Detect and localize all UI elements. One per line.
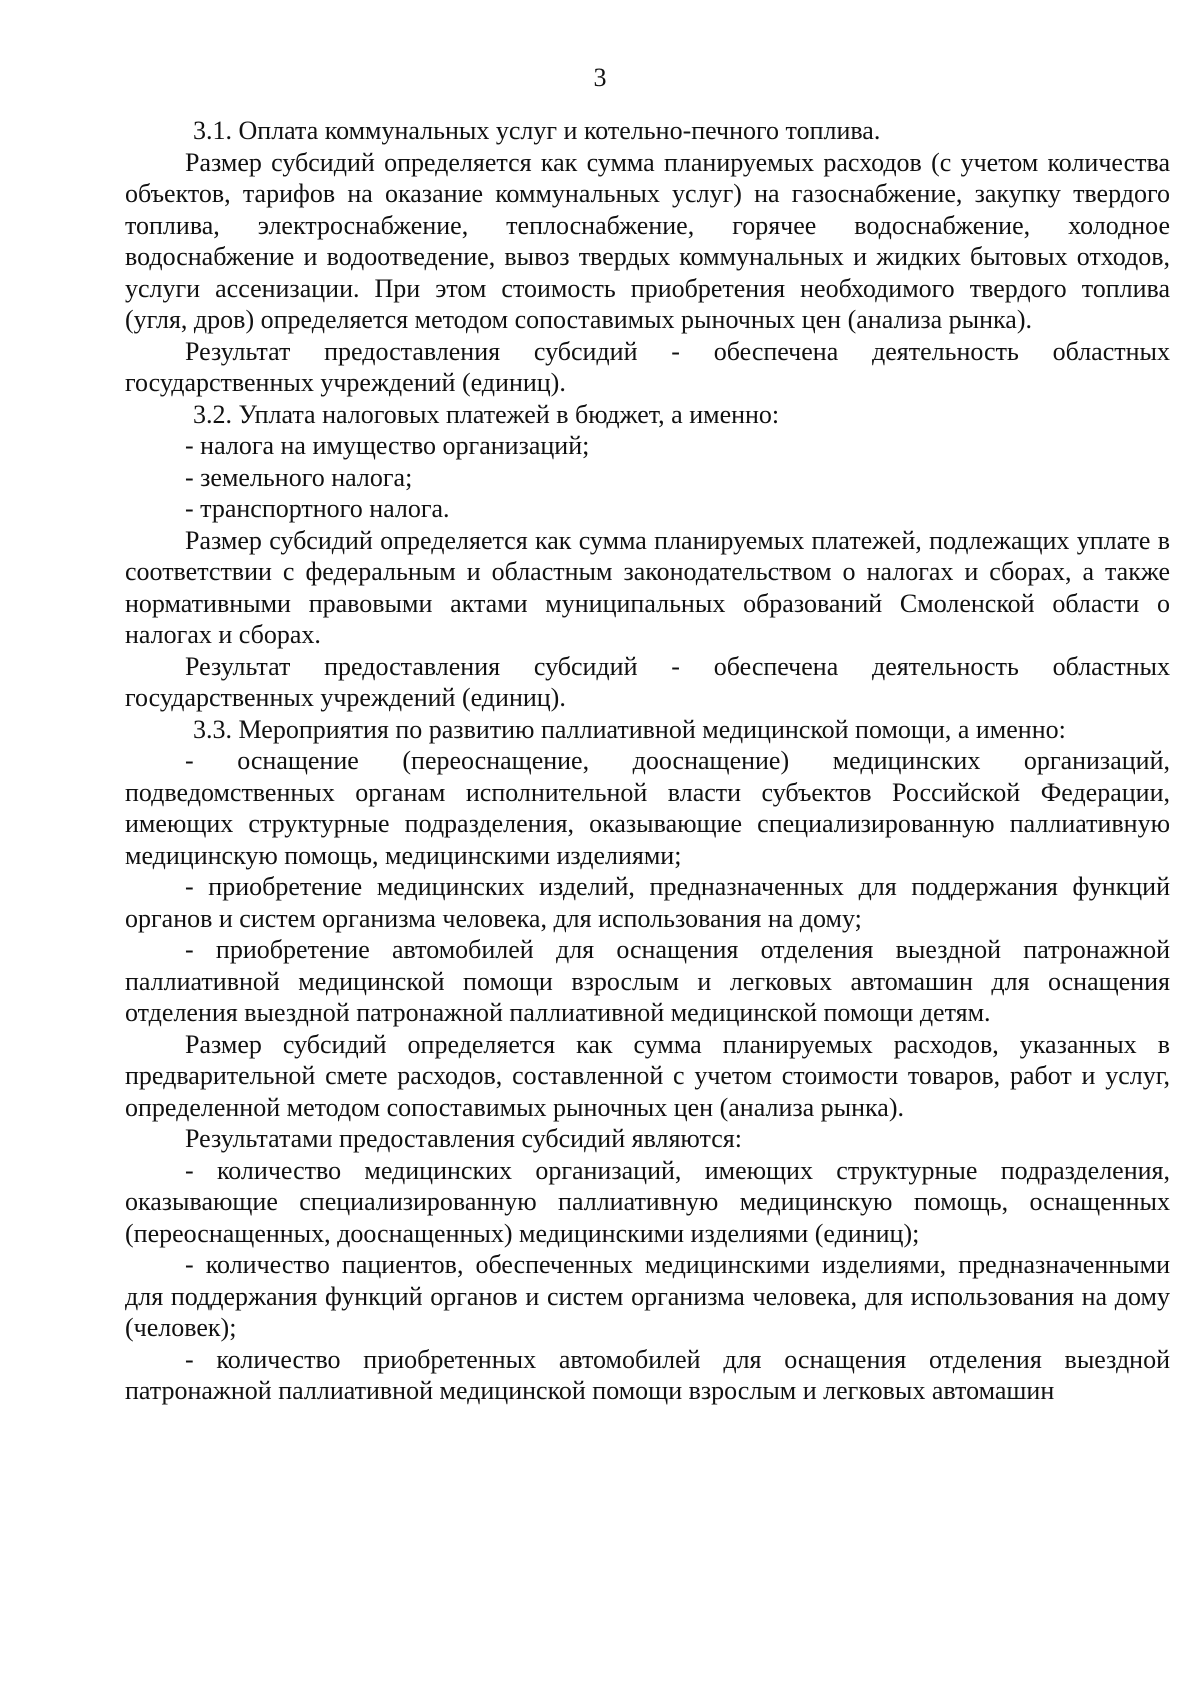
list-item: - земельного налога;: [185, 462, 413, 492]
paragraph: Размер субсидий определяется как сумма планируемых расходов, указанных в предварительной смете расходов, составленной с учетом стоимости товаров, работ и услуг, определенной методом сопоставимых рыночных цен (анализа рынка).: [125, 1029, 1170, 1122]
list-item: - количество медицинских организаций, имеющих структурные подразделения, оказывающие специализированную паллиативную медицинскую помощь, оснащенных (переоснащенных, дооснащенных) медицинскими изделиями (единиц);: [125, 1155, 1170, 1248]
page-number: 3: [593, 63, 607, 92]
list-item: - налога на имущество организаций;: [185, 431, 590, 460]
paragraph: Результат предоставления субсидий - обеспечена деятельность областных государственных учреждений (единиц).: [125, 336, 1170, 397]
list-item: - транспортного налога.: [185, 494, 450, 523]
list-item: - количество пациентов, обеспеченных медицинскими изделиями, предназначенными для поддержания функций органов и систем организма человека, для использования на дому (человек);: [125, 1250, 1170, 1342]
section-heading-3-3: 3.3. Мероприятия по развитию паллиативной медицинской помощи, а именно:: [193, 714, 1066, 744]
list-item: - количество приобретенных автомобилей для оснащения отделения выездной патронажной паллиативной медицинской помощи взрослым и легковых автомашин: [125, 1344, 1170, 1405]
paragraph: Результатами предоставления субсидий являются:: [185, 1124, 742, 1153]
list-item: - приобретение автомобилей для оснащения отделения выездной патронажной паллиативной медицинской помощи взрослым и легковых автомашин для оснащения отделения выездной патронажной паллиативной медицинской помощи детям.: [125, 935, 1170, 1027]
paragraph: Размер субсидий определяется как сумма планируемых расходов (с учетом количества объектов, тарифов на оказание коммунальных услуг) на газоснабжение, закупку твердого топлива, электроснабжение, теплоснабжение, горячее водоснабжение, холодное водоснабжение и водоотведение, вывоз твердых коммунальных и жидких бытовых отходов, услуги ассенизации. При этом стоимость приобретения необходимого твердого топлива (угля, дров) определяется методом сопоставимых рыночных цен (анализа рынка).: [125, 147, 1170, 334]
section-heading-3-2: 3.2. Уплата налоговых платежей в бюджет, а именно:: [193, 399, 780, 429]
section-heading-3-1: 3.1. Оплата коммунальных услуг и котельно-печного топлива.: [193, 116, 881, 145]
document-body: [125, 115, 1170, 1407]
list-item: - приобретение медицинских изделий, предназначенных для поддержания функций органов и систем организма человека, для использования на дому;: [125, 872, 1170, 933]
paragraph: Размер субсидий определяется как сумма планируемых платежей, подлежащих уплате в соответствии с федеральным и областным законодательством о налогах и сборах, а также нормативными правовыми актами муниципальных образований Смоленской области о налогах и сборах.: [125, 525, 1170, 649]
paragraph: Результат предоставления субсидий - обеспечена деятельность областных государственных учреждений (единиц).: [125, 651, 1170, 712]
list-item: - оснащение (переоснащение, дооснащение) медицинских организаций, подведомственных органам исполнительной власти субъектов Российской Федерации, имеющих структурные подразделения, оказывающие специализированную паллиативную медицинскую помощь, медицинскими изделиями;: [125, 746, 1170, 870]
